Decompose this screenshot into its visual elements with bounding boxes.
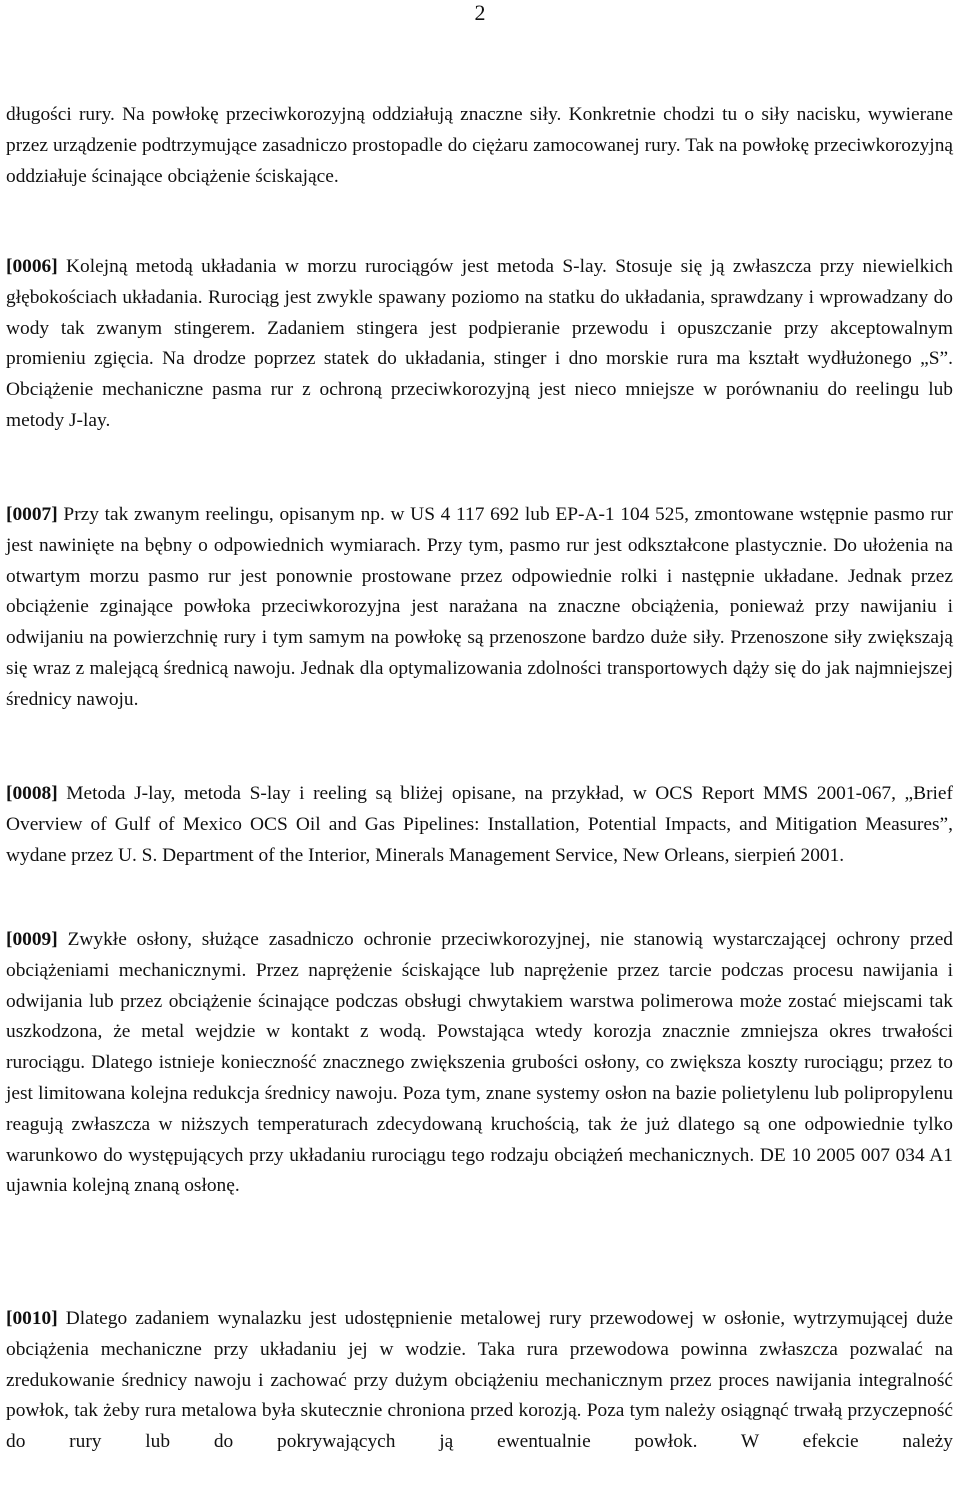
page-number: 2 xyxy=(474,0,486,25)
paragraph-text: Kolejną metodą układania w morzu rurociągów jest metoda S-lay. Stosuje się ją zwłaszcza przy niewielkich głębokościach układania. Rurociąg jest zwykle spawany poziomo na statku do układania, sprawdzany i wprowadzany do wody tak zwanym stingerem. Zadaniem stingera jest podpieranie przewodu i opuszczanie przy akceptowalnym promieniu zgięcia. Na drodze poprzez statek do układania, stinger i dno morskie rura ma kształt wydłużonego „S”. Obciążenie mechaniczne pasma rur z ochroną przeciwkorozyjną jest nieco mniejsze w porównaniu do reelingu lub metody J-lay. xyxy=(6,256,953,431)
paragraph-number: [0009] xyxy=(6,929,58,950)
paragraph-0010 xyxy=(6,1304,953,1458)
paragraph-0009 xyxy=(6,925,953,1202)
paragraph-number: [0008] xyxy=(6,783,58,804)
paragraph-continuation xyxy=(6,100,953,192)
paragraph-text: Dlatego zadaniem wynalazku jest udostępnienie metalowej rury przewodowej w osłonie, wytrzymującej duże obciążenia mechaniczne przy układaniu jej w wodzie. Taka rura przewodowa powinna zwłaszcza pozwalać na zredukowanie średnicy nawoju i zachować przy dużym obciążeniu mechanicznym przez proces nawijania integralność powłok, tak żeby rura metalowa była skutecznie chroniona przed korozją. Poza tym należy osiągnąć trwałą przyczepność do rury lub do pokrywających ją ewentualnie powłok. W efekcie należy xyxy=(6,1308,953,1453)
paragraph-number: [0007] xyxy=(6,504,58,525)
paragraph-number: [0010] xyxy=(6,1308,58,1329)
paragraph-text: Zwykłe osłony, służące zasadniczo ochronie przeciwkorozyjnej, nie stanowią wystarczającej ochrony przed obciążeniami mechanicznymi. Przez naprężenie ściskające lub naprężenie przez tarcie podczas procesu nawijania i odwijania lub przez obciążenie ścinające podczas obsługi chwytakiem warstwa polimerowa może zostać miejscami tak uszkodzona, że metal wejdzie w kontakt z wodą. Powstająca wtedy korozja znacznie zmniejsza okres trwałości rurociągu. Dlatego istnieje konieczność znacznego zwiększenia grubości osłony, co zwiększa koszty rurociągu; przez to jest limitowana kolejna redukcja średnicy nawoju. Poza tym, znane systemy osłon na bazie polietylenu lub polipropylenu reagują zwłaszcza w niższych temperaturach zdecydowaną kruchością, tak że już dlatego są one odpowiednie tylko warunkowo do występujących przy układaniu rurociągu tego rodzaju obciążeń mechanicznych. DE 10 2005 007 034 A1 ujawnia kolejną znaną osłonę. xyxy=(6,929,953,1197)
paragraph-0008 xyxy=(6,779,953,871)
paragraph-text: Metoda J-lay, metoda S-lay i reeling są bliżej opisane, na przykład, w OCS Report MMS 2001-067, „Brief Overview of Gulf of Mexico OCS Oil and Gas Pipelines: Installation, Potential Impacts, and Mitigation Measures”, wydane przez U. S. Department of the Interior, Minerals Management Service, New Orleans, sierpień 2001. xyxy=(6,783,953,866)
paragraph-text: Przy tak zwanym reelingu, opisanym np. w US 4 117 692 lub EP-A-1 104 525, zmontowane wstępnie pasmo rur jest nawinięte na bębny o odpowiednich wymiarach. Przy tym, pasmo rur jest odkształcone plastycznie. Do ułożenia na otwartym morzu pasmo rur jest ponownie prostowane przez odpowiednie rolki i następnie układane. Jednak przez obciążenie zginające powłoka przeciwkorozyjna jest narażana na znaczne obciążenia, ponieważ przy nawijaniu i odwijaniu na powierzchnię rury i tym samym na powłokę są przenoszone bardzo duże siły. Przenoszone siły zwiększają się wraz z malejącą średnicą nawoju. Jednak dla optymalizowania zdolności transportowych dąży się do jak najmniejszej średnicy nawoju. xyxy=(6,504,953,710)
paragraph-number: [0006] xyxy=(6,256,58,277)
paragraph-0006 xyxy=(6,252,953,437)
paragraph-0007 xyxy=(6,500,953,716)
paragraph-text: długości rury. Na powłokę przeciwkorozyjną oddziałują znaczne siły. Konkretnie chodzi tu o siły nacisku, wywierane przez urządzenie podtrzymujące zasadniczo prostopadle do ciężaru zamocowanej rury. Tak na powłokę przeciwkorozyjną oddziałuje ścinające obciążenie ściskające. xyxy=(6,104,953,187)
